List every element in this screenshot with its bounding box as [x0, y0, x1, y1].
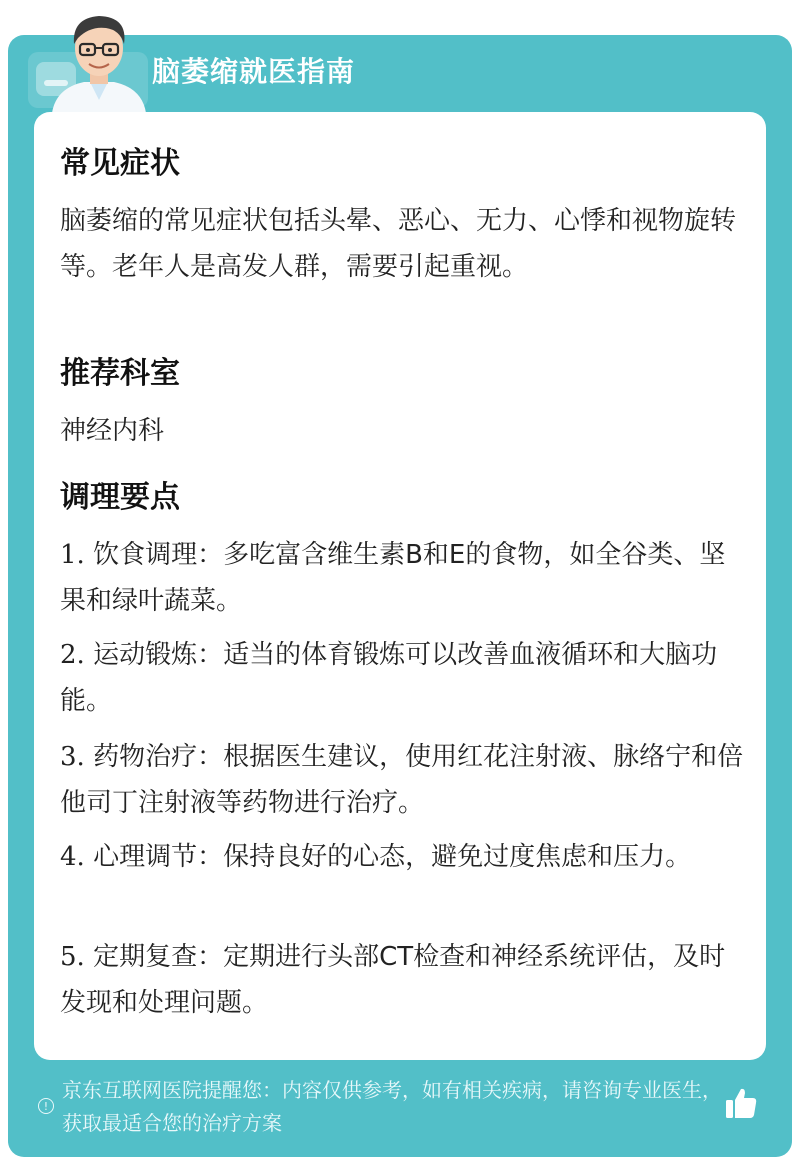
tip-number: 2.: [60, 640, 85, 670]
disclaimer: [34, 1072, 734, 1152]
content-card: [34, 112, 766, 1060]
tip-text: 饮食调理：多吃富含维生素B和E的食物，如全谷类、坚果和绿叶蔬菜。: [60, 540, 726, 616]
tip-number: 5.: [60, 942, 85, 972]
page-title: 脑萎缩就医指南: [152, 55, 356, 88]
department-text: 神经内科: [60, 416, 165, 446]
tip-text: 定期复查：定期进行头部CT检查和神经系统评估，及时发现和处理问题。: [60, 942, 726, 1018]
symptoms-heading: 常见症状: [60, 146, 180, 181]
info-icon: !: [38, 1098, 54, 1114]
symptoms-text: 脑萎缩的常见症状包括头晕、恶心、无力、心悸和视物旋转等。老年人是高发人群，需要引起重视。: [60, 206, 737, 282]
tip-item: [60, 532, 744, 624]
tip-item: [60, 834, 744, 880]
thumbs-up-icon[interactable]: [722, 1084, 760, 1122]
tip-item: [60, 934, 744, 1026]
care-heading: 调理要点: [60, 480, 180, 515]
tip-text: 心理调节：保持良好的心态，避免过度焦虑和压力。: [93, 842, 692, 872]
doctor-avatar: [44, 8, 154, 113]
department-heading: 推荐科室: [60, 356, 180, 391]
tip-item: [60, 632, 744, 724]
disclaimer-text: 京东互联网医院提醒您：内容仅供参考，如有相关疾病，请咨询专业医生，获取最适合您的治疗方案: [62, 1078, 722, 1135]
tip-text: 运动锻炼：适当的体育锻炼可以改善血液循环和大脑功能。: [60, 640, 718, 716]
tip-text: 药物治疗：根据医生建议，使用红花注射液、脉络宁和倍他司丁注射液等药物进行治疗。: [60, 742, 744, 818]
tip-number: 1.: [60, 540, 85, 570]
tip-item: [60, 734, 744, 826]
tip-number: 3.: [60, 742, 85, 772]
tip-number: 4.: [60, 842, 85, 872]
